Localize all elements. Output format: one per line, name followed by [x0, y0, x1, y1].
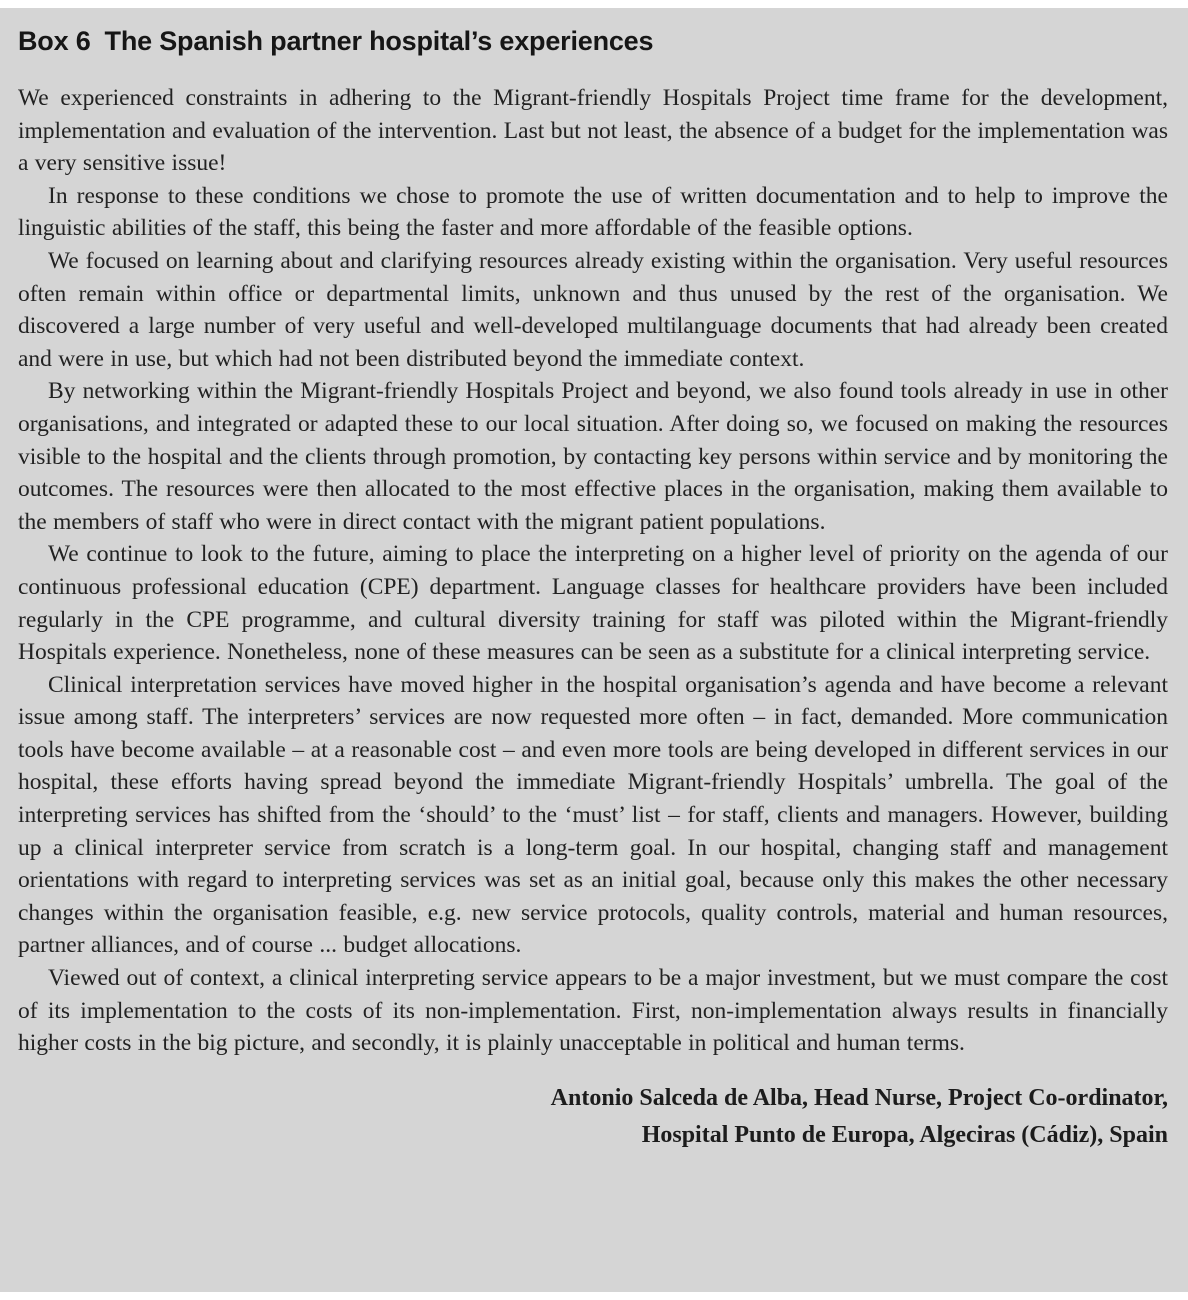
- paragraph: By networking within the Migrant-friendly Hospitals Project and beyond, we also found tools already in use in other organisations, and integrated or adapted these to our local situation. After doing so, we focused on making the resources visible to the hospital and the clients through promotion, by contacting key persons within service and by monitoring the outcomes. The resources were then allocated to the most effective places in the organisation, making them available to the members of staff who were in direct contact with the migrant patient populations.: [18, 378, 1168, 535]
- box-heading: [18, 26, 1168, 56]
- attribution: [18, 1080, 1168, 1154]
- box-title: The Spanish partner hospital’s experiences: [104, 26, 654, 56]
- attribution-line: Antonio Salceda de Alba, Head Nurse, Project Co-ordinator,: [550, 1084, 1168, 1111]
- box-body: [18, 82, 1168, 1060]
- box-container: [0, 8, 1188, 1292]
- paragraph: Viewed out of context, a clinical interpreting service appears to be a major investment, but we must compare the cost of its implementation to the costs of its non-implementation. First, non-implementation always results in financially higher costs in the big picture, and secondly, it is plainly unacceptable in political and human terms.: [18, 965, 1168, 1057]
- paragraph: We focused on learning about and clarifying resources already existing within the organisation. Very useful resources often remain within office or departmental limits, unknown and thus unused by the rest of the organisation. We discovered a large number of very useful and well-developed multilanguage documents that had already been created and were in use, but which had not been distributed beyond the immediate context.: [18, 247, 1168, 372]
- box-label: Box 6: [18, 26, 91, 56]
- paragraph: Clinical interpretation services have moved higher in the hospital organisation’s agenda and have become a relevant issue among staff. The interpreters’ services are now requested more often – in fact, demanded. More communication tools have become available – at a reasonable cost – and even more tools are being developed in different services in our hospital, these efforts having spread beyond the immediate Migrant-friendly Hospitals’ umbrella. The goal of the interpreting services has shifted from the ‘should’ to the ‘must’ list – for staff, clients and managers. However, building up a clinical interpreter service from scratch is a long-term goal. In our hospital, changing staff and management orientations with regard to interpreting services was set as an initial goal, because only this makes the other necessary changes within the organisation feasible, e.g. new service protocols, quality controls, material and human resources, partner alliances, and of course ... budget allocations.: [18, 671, 1168, 959]
- paragraph: In response to these conditions we chose to promote the use of written documentation and to help to improve the linguistic abilities of the staff, this being the faster and more affordable of the feasible options.: [18, 182, 1168, 242]
- paragraph: We experienced constraints in adhering to the Migrant-friendly Hospitals Project time frame for the development, implementation and evaluation of the intervention. Last but not least, the absence of a budget for the implementation was a very sensitive issue!: [18, 85, 1168, 177]
- attribution-line: Hospital Punto de Europa, Algeciras (Cádiz), Spain: [641, 1121, 1168, 1148]
- paragraph: We continue to look to the future, aiming to place the interpreting on a higher level of priority on the agenda of our continuous professional education (CPE) department. Language classes for healthcare providers have been included regularly in the CPE programme, and cultural diversity training for staff was piloted within the Migrant-friendly Hospitals experience. Nonetheless, none of these measures can be seen as a substitute for a clinical interpreting service.: [18, 541, 1168, 666]
